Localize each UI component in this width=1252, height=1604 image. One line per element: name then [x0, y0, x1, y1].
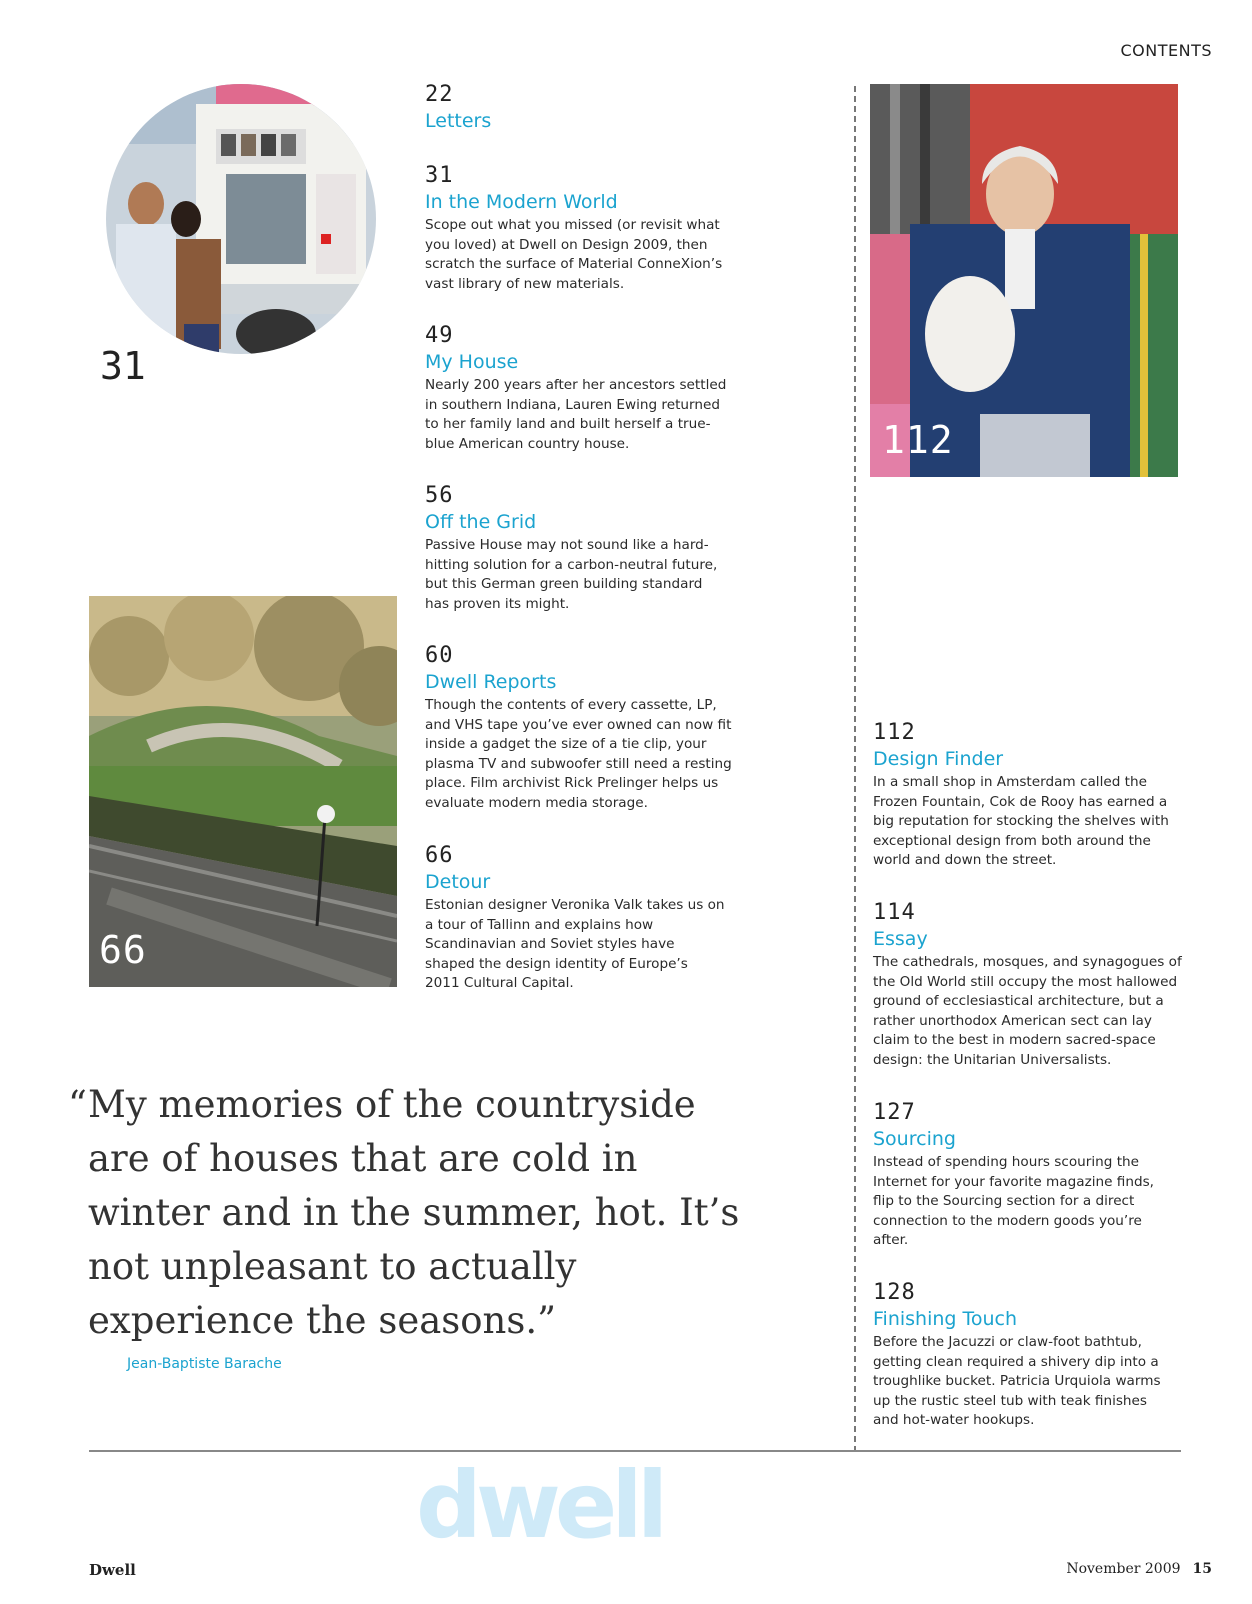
- entry-description: Passive House may not sound like a hard-hitting solution for a carbon-neutral future, but this German green building standard has proven its might.: [425, 537, 718, 612]
- section-label: CONTENTS: [1120, 41, 1212, 60]
- photo-number-31: 31: [100, 344, 146, 388]
- entry-description: Scope out what you missed (or revisit what you loved) at Dwell on Design 2009, then scratch the surface of Material ConneXion’s vast library of new materials.: [425, 217, 723, 292]
- entry-title[interactable]: Finishing Touch: [873, 1308, 1018, 1330]
- entry-title[interactable]: Essay: [873, 928, 928, 950]
- page-number: 49: [425, 323, 454, 348]
- entry-title[interactable]: My House: [425, 351, 519, 373]
- quote-text: My memories of the countryside are of houses that are cold in winter and in the summer, hot. It’s not unpleasant to actually experience the seasons.”: [88, 1083, 740, 1342]
- toc-entry-essay[interactable]: [873, 900, 1189, 1071]
- food-truck-photo: [106, 84, 376, 354]
- designer-portrait-photo: [870, 84, 1178, 477]
- entry-title[interactable]: Sourcing: [873, 1128, 956, 1150]
- photo-number-66: 66: [99, 928, 147, 972]
- page-number: 22: [425, 82, 454, 107]
- toc-entry-letters[interactable]: [425, 82, 745, 134]
- entry-title[interactable]: Letters: [425, 110, 492, 132]
- entry-description: In a small shop in Amsterdam called the Frozen Fountain, Cok de Rooy has earned a big reputation for stocking the shelves with exceptional design from both around the world and down the street.: [873, 774, 1169, 869]
- entry-description: Before the Jacuzzi or claw-foot bathtub, getting clean required a shivery dip into a troughlike bucket. Patricia Urquiola warms up the rustic steel tub with teak finishes and hot-water hookups.: [873, 1334, 1161, 1429]
- toc-entry-off-the-grid[interactable]: [425, 483, 730, 614]
- page-number: 112: [873, 720, 916, 745]
- entry-description: Though the contents of every cassette, LP, and VHS tape you’ve ever owned can now fit inside a gadget the size of a tie clip, your plasma TV and subwoofer still need a resting place. Film archivist Rick Prelinger helps us evaluate modern media storage.: [425, 697, 732, 811]
- entry-description: The cathedrals, mosques, and synagogues of the Old World still occupy the most hallowed ground of ecclesiastical architecture, but a rather unorthodox American sect can lay claim to the best in modern sacred-space design: the Unitarian Universalists.: [873, 954, 1182, 1068]
- quote-attribution: Jean-Baptiste Barache: [127, 1356, 282, 1372]
- entry-description: Instead of spending hours scouring the Internet for your favorite magazine finds, flip to the Sourcing section for a direct connection to the modern goods you’re after.: [873, 1154, 1155, 1249]
- column-divider: [854, 86, 856, 1452]
- dwell-logo: dwell: [416, 1452, 663, 1559]
- page-number: 128: [873, 1280, 916, 1305]
- issue-date: November 2009: [1066, 1561, 1181, 1577]
- entry-title[interactable]: In the Modern World: [425, 191, 618, 213]
- toc-entry-sourcing[interactable]: [873, 1100, 1165, 1251]
- page-number: 56: [425, 483, 454, 508]
- entry-title[interactable]: Design Finder: [873, 748, 1004, 770]
- toc-entry-dwell-reports[interactable]: [425, 643, 737, 814]
- toc-entry-finishing-touch[interactable]: [873, 1280, 1173, 1431]
- entry-description: Estonian designer Veronika Valk takes us on a tour of Tallinn and explains how Scandinavian and Soviet styles have shaped the design identity of Europe’s 2011 Cultural Capital.: [425, 897, 725, 992]
- issue-info: [1066, 1561, 1212, 1577]
- page-number: 66: [425, 843, 454, 868]
- toc-entry-design-finder[interactable]: [873, 720, 1183, 871]
- publication-name: Dwell: [89, 1561, 136, 1579]
- page-number: 31: [425, 163, 454, 188]
- entry-title[interactable]: Dwell Reports: [425, 671, 557, 693]
- toc-entry-detour[interactable]: [425, 843, 725, 994]
- page-number: 60: [425, 643, 454, 668]
- entry-description: Nearly 200 years after her ancestors settled in southern Indiana, Lauren Ewing returned to her family land and built herself a true-blue American country house.: [425, 377, 727, 452]
- page-number: 114: [873, 900, 916, 925]
- pull-quote: [68, 1078, 748, 1348]
- toc-entry-in-the-modern-world[interactable]: [425, 163, 745, 294]
- toc-entry-my-house[interactable]: [425, 323, 735, 454]
- photo-number-112: 112: [882, 418, 954, 462]
- entry-title[interactable]: Off the Grid: [425, 511, 537, 533]
- quote-mark: “: [68, 1083, 87, 1126]
- page-number: 127: [873, 1100, 916, 1125]
- page-number-footer: 15: [1192, 1561, 1212, 1577]
- park-stairs-photo: [89, 596, 397, 987]
- entry-title[interactable]: Detour: [425, 871, 491, 893]
